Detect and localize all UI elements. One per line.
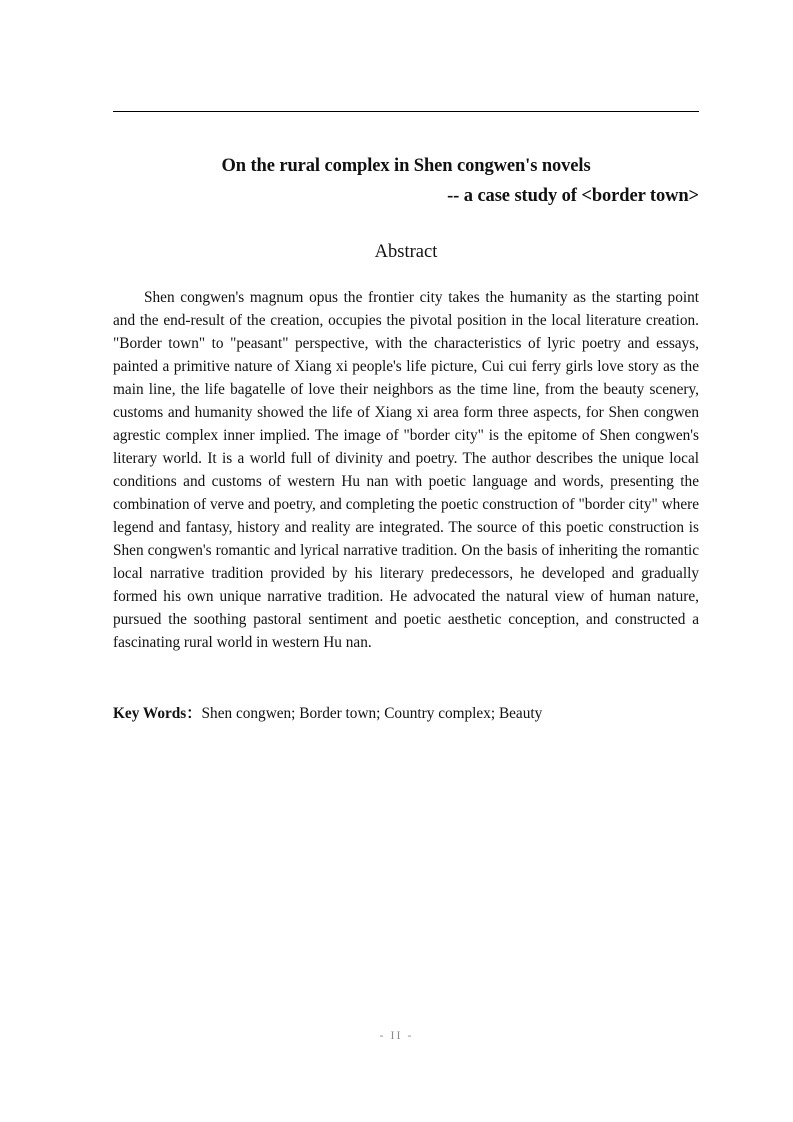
keywords-value: Shen congwen; Border town; Country complex; Beauty <box>201 705 543 722</box>
abstract-body: Shen congwen's magnum opus the frontier city takes the humanity as the starting point and the end-result of the creation, occupies the pivotal position in the local literature creation. "Border town" to "peasant" perspective, with the characteristics of lyric poetry and essays, painted a primitive nature of Xiang xi people's life picture, Cui cui ferry girls love story as the main line, the life bagatelle of love their neighbors as the time line, from the beauty scenery, customs and humanity showed the life of Xiang xi area form three aspects, for Shen congwen agrestic complex inner implied. The image of "border city" is the epitome of Shen congwen's literary world. It is a world full of divinity and poetry. The author describes the unique local conditions and customs of western Hu nan with poetic language and words, presenting the combination of verve and poetry, and completing the poetic construction of "border city" where legend and fantasy, history and reality are integrated. The source of this poetic construction is Shen congwen's romantic and lyrical narrative tradition. On the basis of inheriting the romantic local narrative tradition provided by his literary predecessors, he developed and gradually formed his own unique narrative tradition. He advocated the natural view of human nature, pursued the soothing pastoral sentiment and poetic aesthetic conception, and constructed a fascinating rural world in western Hu nan. <box>113 289 699 651</box>
header-rule <box>113 111 699 112</box>
abstract-heading: Abstract <box>374 242 438 262</box>
paper-subtitle: -- a case study of <border town> <box>447 186 699 206</box>
keywords-label: Key Words： <box>113 705 202 722</box>
paper-title: On the rural complex in Shen congwen's novels <box>221 156 591 176</box>
page-number: - II - <box>379 1028 414 1042</box>
keywords <box>113 702 699 725</box>
